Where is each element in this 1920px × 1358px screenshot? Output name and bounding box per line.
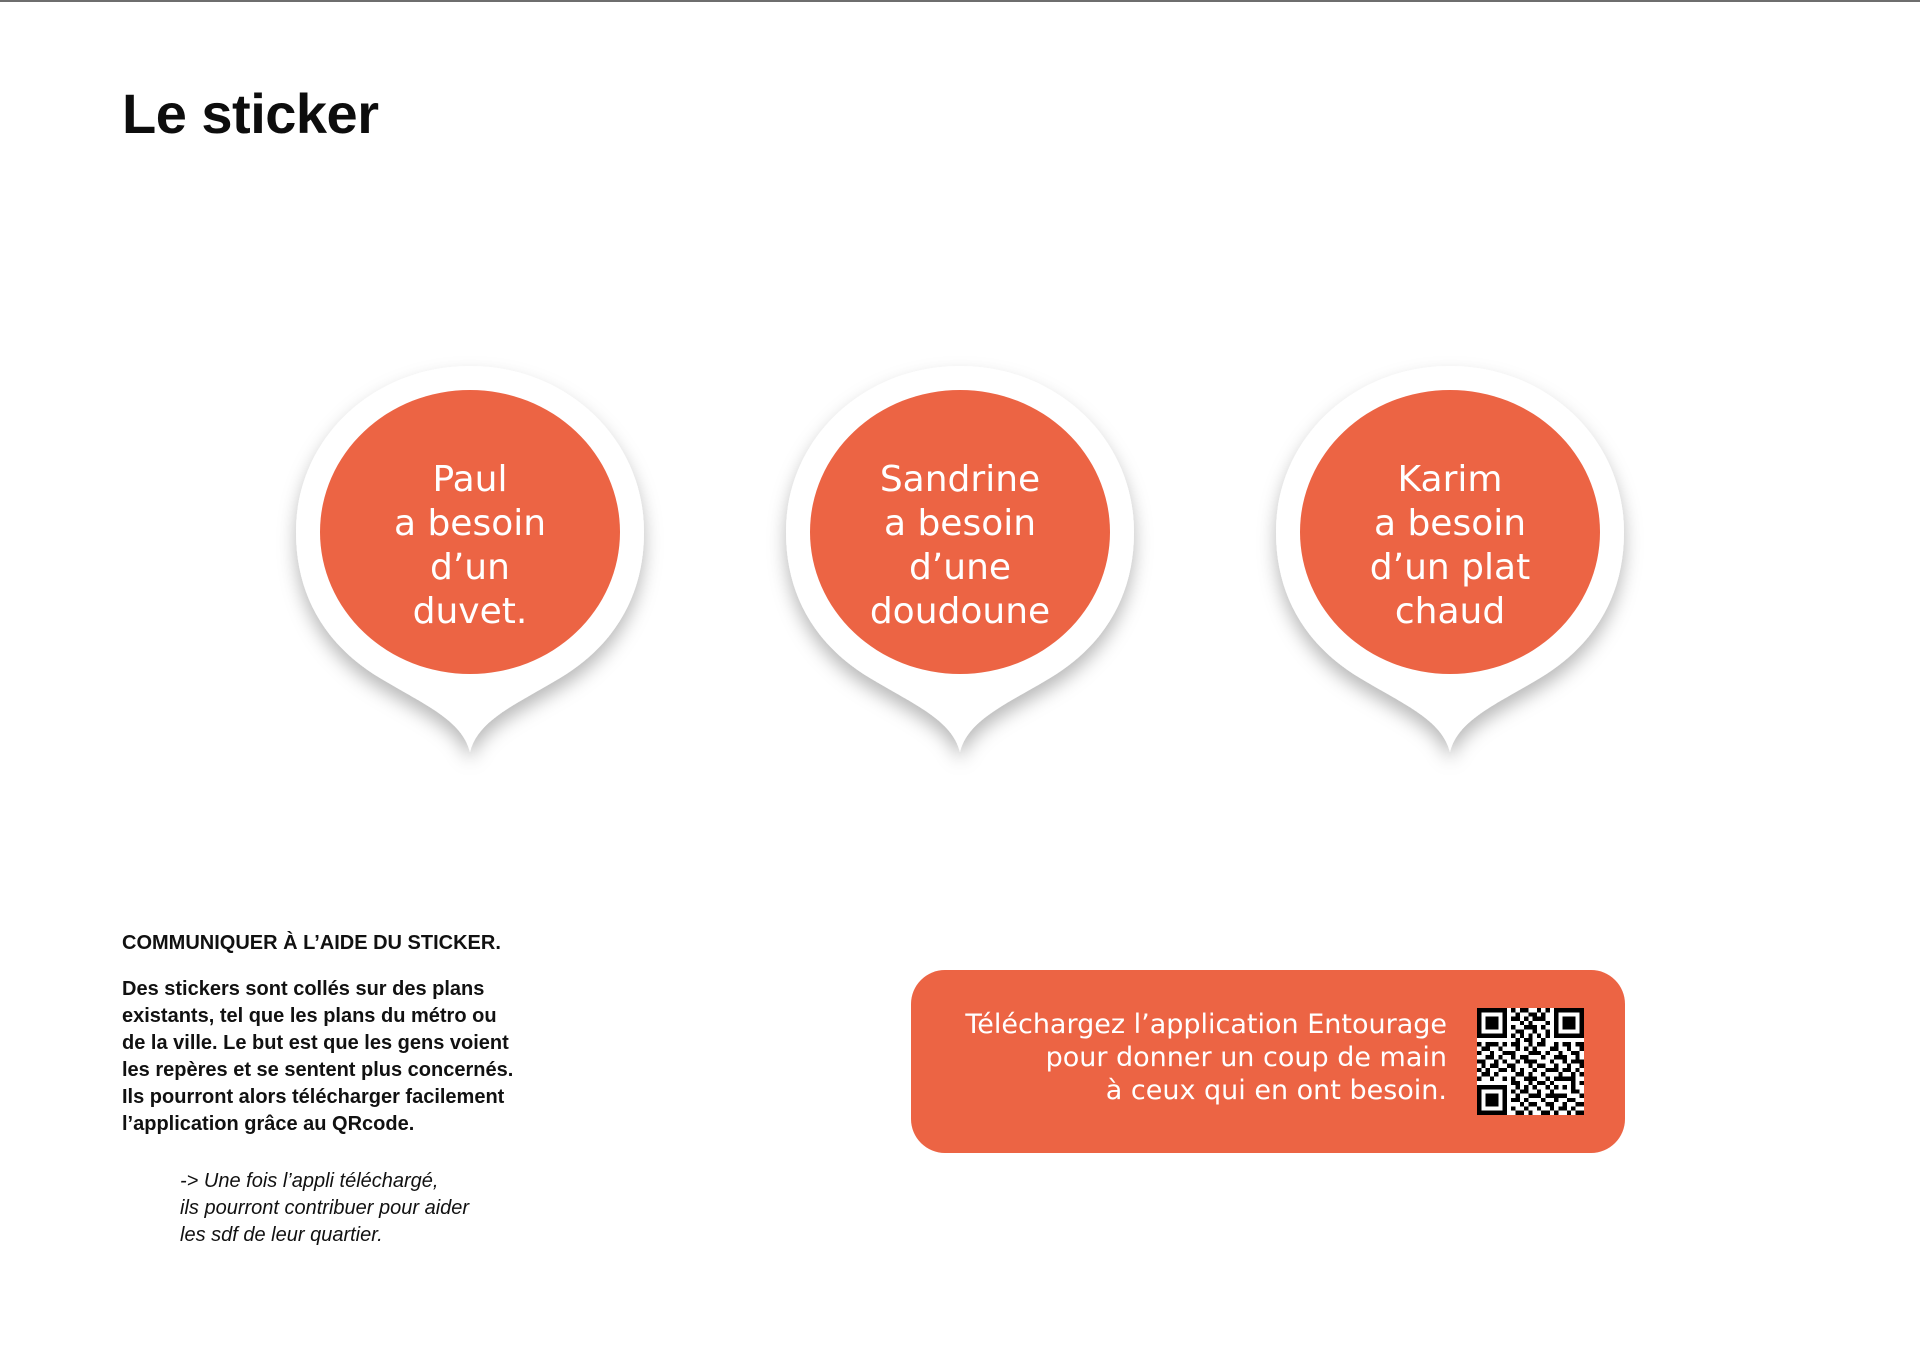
section-note: -> Une fois l’appli téléchargé, ils pourront contribuer pour aider les sdf de leur quartier. bbox=[180, 1170, 470, 1246]
sticker-paul bbox=[290, 360, 650, 762]
qr-code-icon bbox=[1477, 1008, 1584, 1115]
banner-text: Téléchargez l’application Entourage pour donner un coup de main à ceux qui en ont besoin. bbox=[965, 1009, 1447, 1106]
download-banner bbox=[911, 970, 1625, 1153]
sticker-sandrine bbox=[780, 360, 1140, 762]
sticker-text: Sandrine a besoin d’une doudoune bbox=[869, 459, 1051, 632]
section-body: Des stickers sont collés sur des plans existants, tel que les plans du métro ou de la ville. Le but est que les gens voient les repères et se sentent plus concernés. Ils pourront alors télécharger facilement l’application grâce au QRcode. bbox=[122, 978, 514, 1135]
top-rule bbox=[0, 0, 1920, 2]
sticker-text: Paul a besoin d’un duvet. bbox=[393, 459, 547, 632]
section-heading: COMMUNIQUER À L’AIDE DU STICKER. bbox=[122, 932, 501, 954]
description-section bbox=[122, 930, 542, 1249]
sticker-text: Karim a besoin d’un plat chaud bbox=[1369, 459, 1531, 632]
sticker-karim bbox=[1270, 360, 1630, 762]
page-title: Le sticker bbox=[122, 82, 379, 145]
